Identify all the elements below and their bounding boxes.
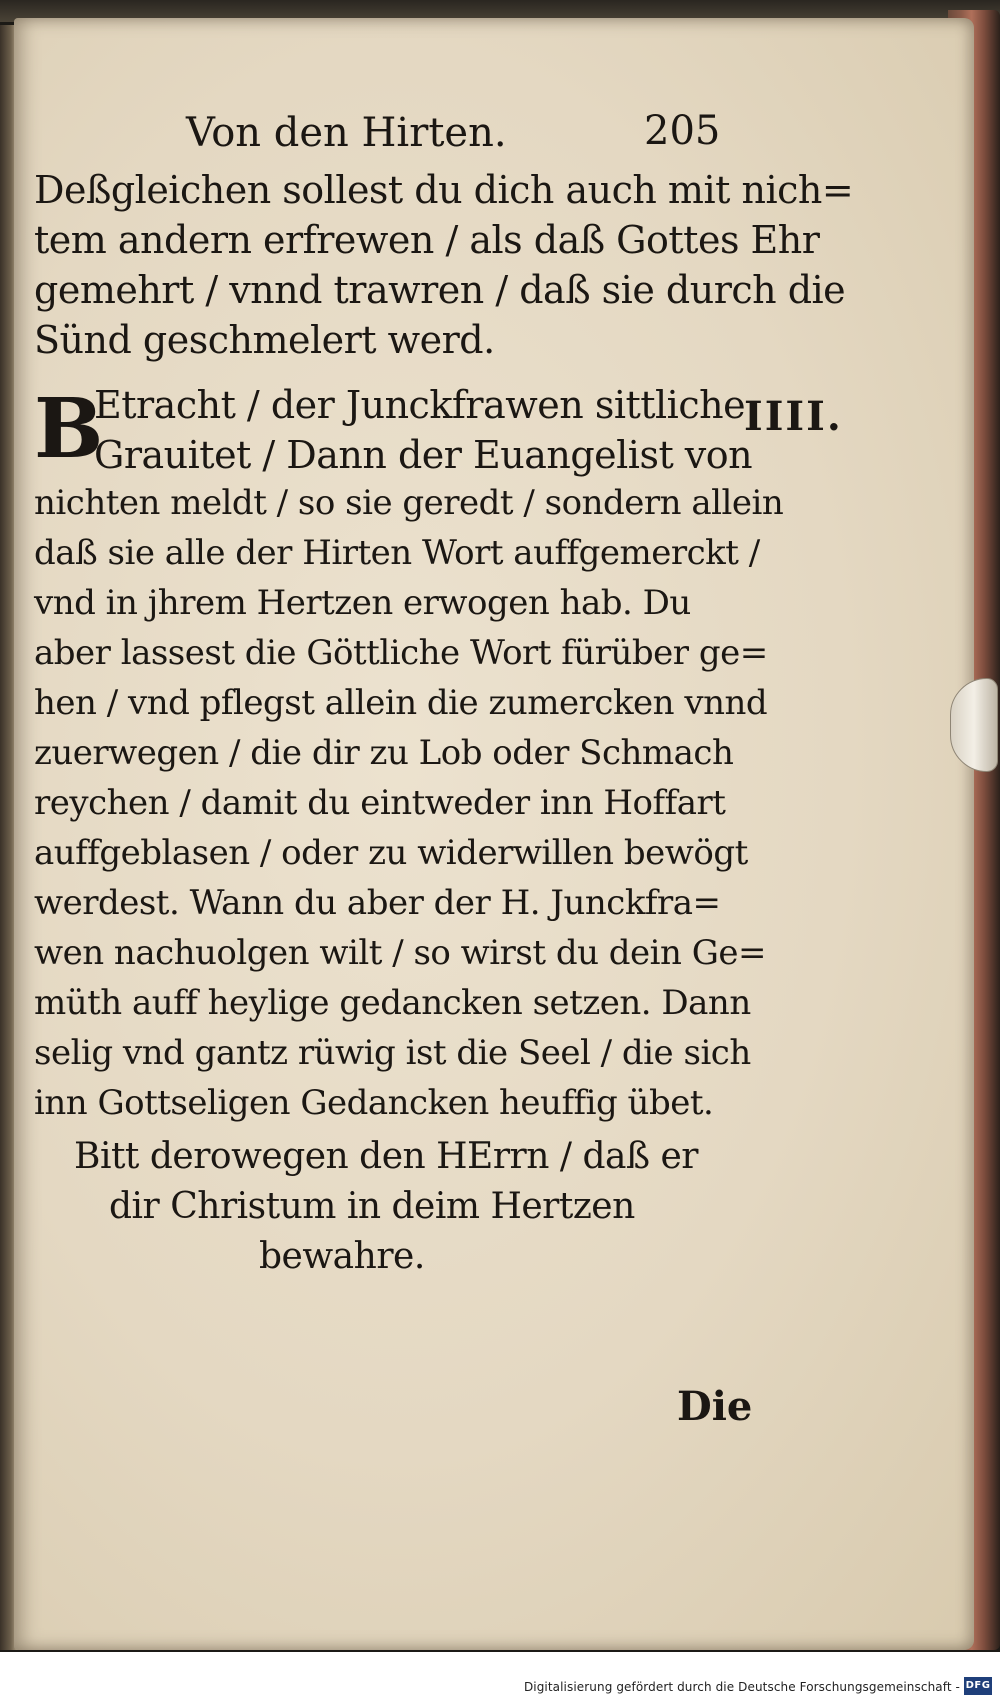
page-number: 205 xyxy=(644,108,721,154)
text-line: Sünd geschmelert werd. xyxy=(34,318,495,362)
running-header: Von den Hirten. xyxy=(186,110,507,156)
dfg-logo: DFG xyxy=(964,1677,992,1695)
drop-initial: B xyxy=(34,381,104,477)
text-line: vnd in jhrem Hertzen erwogen hab. Du xyxy=(34,583,691,623)
text-line: daß sie alle der Hirten Wort auffgemerckt / xyxy=(34,533,760,573)
text-line: Etracht / der Junckfrawen sittliche xyxy=(94,383,746,427)
text-line: auffgeblasen / oder zu widerwillen bewögt xyxy=(34,833,748,873)
text-line: nichten meldt / so sie geredt / sondern allein xyxy=(34,483,784,523)
page-text-block xyxy=(14,18,974,1650)
text-line: reychen / damit du eintweder inn Hoffart xyxy=(34,783,726,823)
text-line: tem andern erfrewen / als daß Gottes Ehr xyxy=(34,218,820,262)
closing-line: Bitt derowegen den HErrn / daß er xyxy=(74,1136,698,1177)
text-line: wen nachuolgen wilt / so wirst du dein Ge= xyxy=(34,933,767,973)
text-line: werdest. Wann du aber der H. Junckfra= xyxy=(34,883,721,923)
text-line: Deßgleichen sollest du dich auch mit nich= xyxy=(34,168,854,212)
text-line: aber lassest die Göttliche Wort fürüber ge= xyxy=(34,633,768,673)
text-line: hen / vnd pflegst allein die zumercken vnnd xyxy=(34,683,768,723)
closing-line: bewahre. xyxy=(259,1236,425,1277)
marginal-numeral: IIII. xyxy=(744,393,843,440)
footer-band xyxy=(0,1652,1000,1705)
text-line: inn Gottseligen Gedancken heuffig übet. xyxy=(34,1083,714,1123)
book-page xyxy=(14,18,974,1650)
page-clip-holder xyxy=(950,678,998,772)
text-line: Grauitet / Dann der Euangelist von xyxy=(94,433,753,477)
catchword: Die xyxy=(677,1383,753,1430)
text-line: müth auff heylige gedancken setzen. Dann xyxy=(34,983,751,1023)
text-line: gemehrt / vnnd trawren / daß sie durch die xyxy=(34,268,846,312)
text-line: zuerwegen / die dir zu Lob oder Schmach xyxy=(34,733,734,773)
text-line: selig vnd gantz rüwig ist die Seel / die sich xyxy=(34,1033,751,1073)
closing-line: dir Christum in deim Hertzen xyxy=(109,1186,635,1227)
digitization-credit: Digitalisierung gefördert durch die Deutsche Forschungsgemeinschaft - xyxy=(523,1680,960,1694)
